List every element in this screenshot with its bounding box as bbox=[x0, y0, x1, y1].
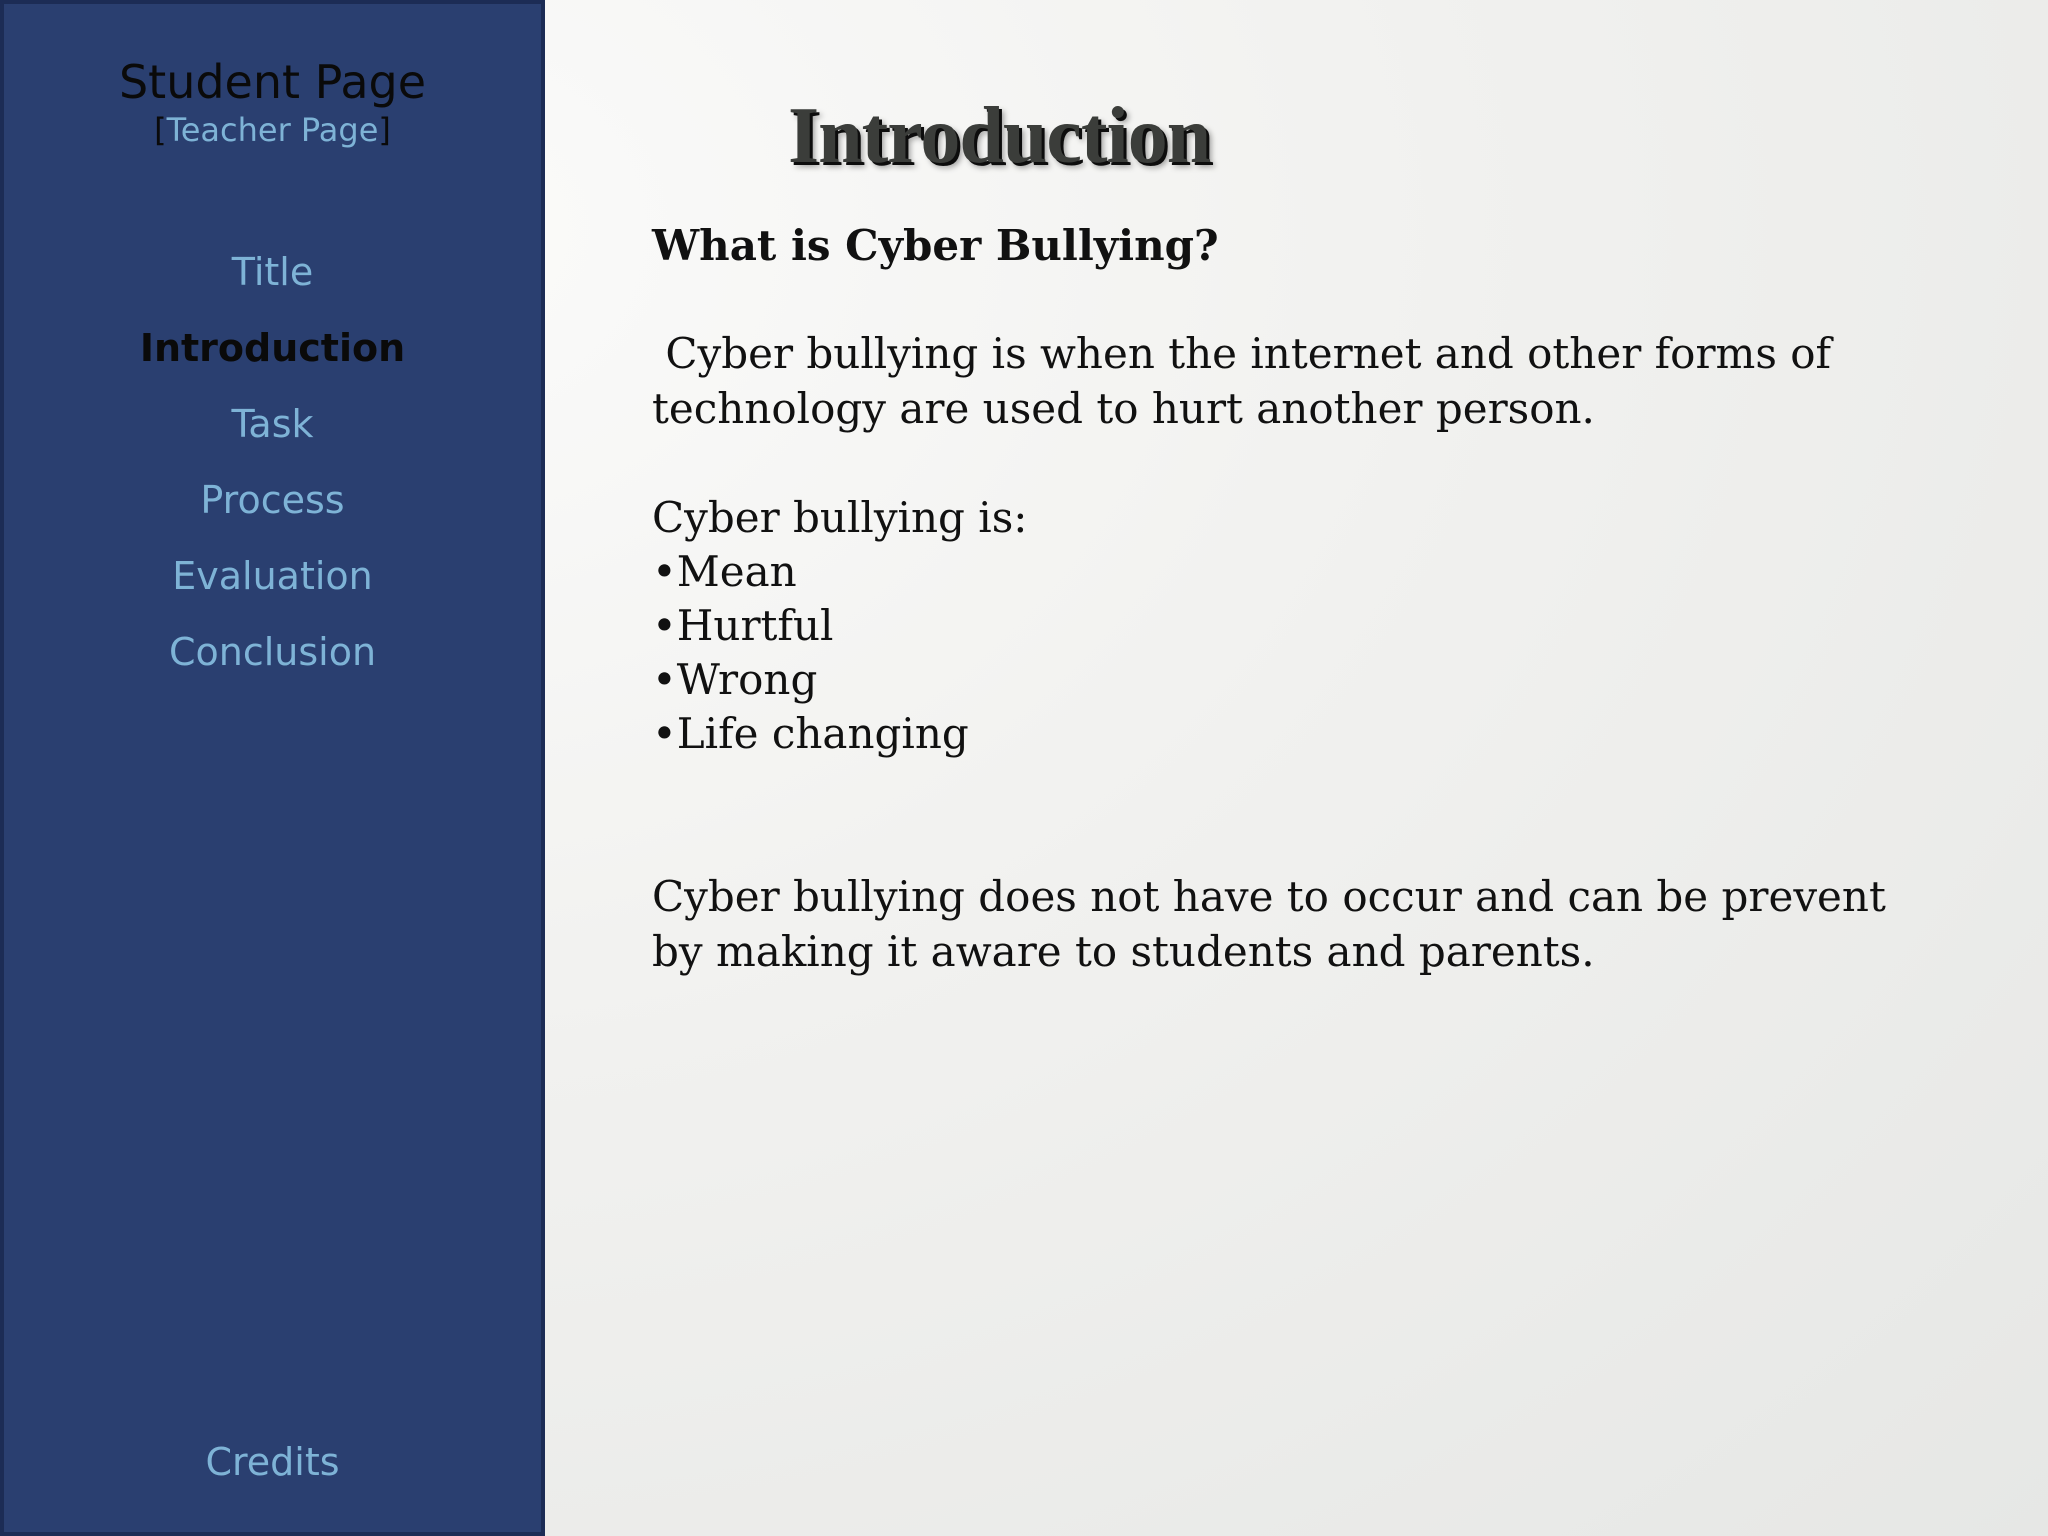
closing-paragraph: Cyber bullying does not have to occur and can be prevent by making it aware to students and parents. bbox=[652, 872, 1886, 976]
nav-item-task[interactable]: Task bbox=[231, 402, 314, 446]
nav-item-evaluation[interactable]: Evaluation bbox=[172, 554, 373, 598]
page-title: Introduction bbox=[788, 92, 1211, 180]
section-subheading: What is Cyber Bullying? bbox=[652, 221, 1219, 270]
teacher-bracket-close: ] bbox=[378, 111, 391, 149]
sidebar bbox=[0, 0, 545, 1536]
list-item: •Mean bbox=[652, 547, 797, 596]
nav-item-credits[interactable]: Credits bbox=[205, 1440, 340, 1484]
student-page-label: Student Page bbox=[118, 55, 427, 109]
list-item: •Hurtful bbox=[652, 601, 834, 650]
list-item: •Wrong bbox=[652, 655, 818, 704]
nav-item-conclusion[interactable]: Conclusion bbox=[168, 630, 377, 674]
nav-item-introduction[interactable]: Introduction bbox=[139, 326, 406, 370]
list-item: •Life changing bbox=[652, 709, 969, 758]
teacher-page-line bbox=[4, 110, 541, 150]
sidebar-header bbox=[4, 54, 541, 150]
bullet-list bbox=[652, 545, 1902, 761]
nav-item-process[interactable]: Process bbox=[200, 478, 345, 522]
definition-paragraph: Cyber bullying is when the internet and other forms of technology are used to hurt another person. bbox=[652, 329, 1845, 433]
main-content bbox=[652, 218, 1902, 979]
list-intro: Cyber bullying is: bbox=[652, 493, 1028, 542]
teacher-bracket-open: [ bbox=[154, 111, 167, 149]
sidebar-nav bbox=[4, 234, 541, 690]
nav-item-title[interactable]: Title bbox=[231, 250, 314, 294]
teacher-page-link[interactable]: Teacher Page bbox=[166, 111, 379, 149]
